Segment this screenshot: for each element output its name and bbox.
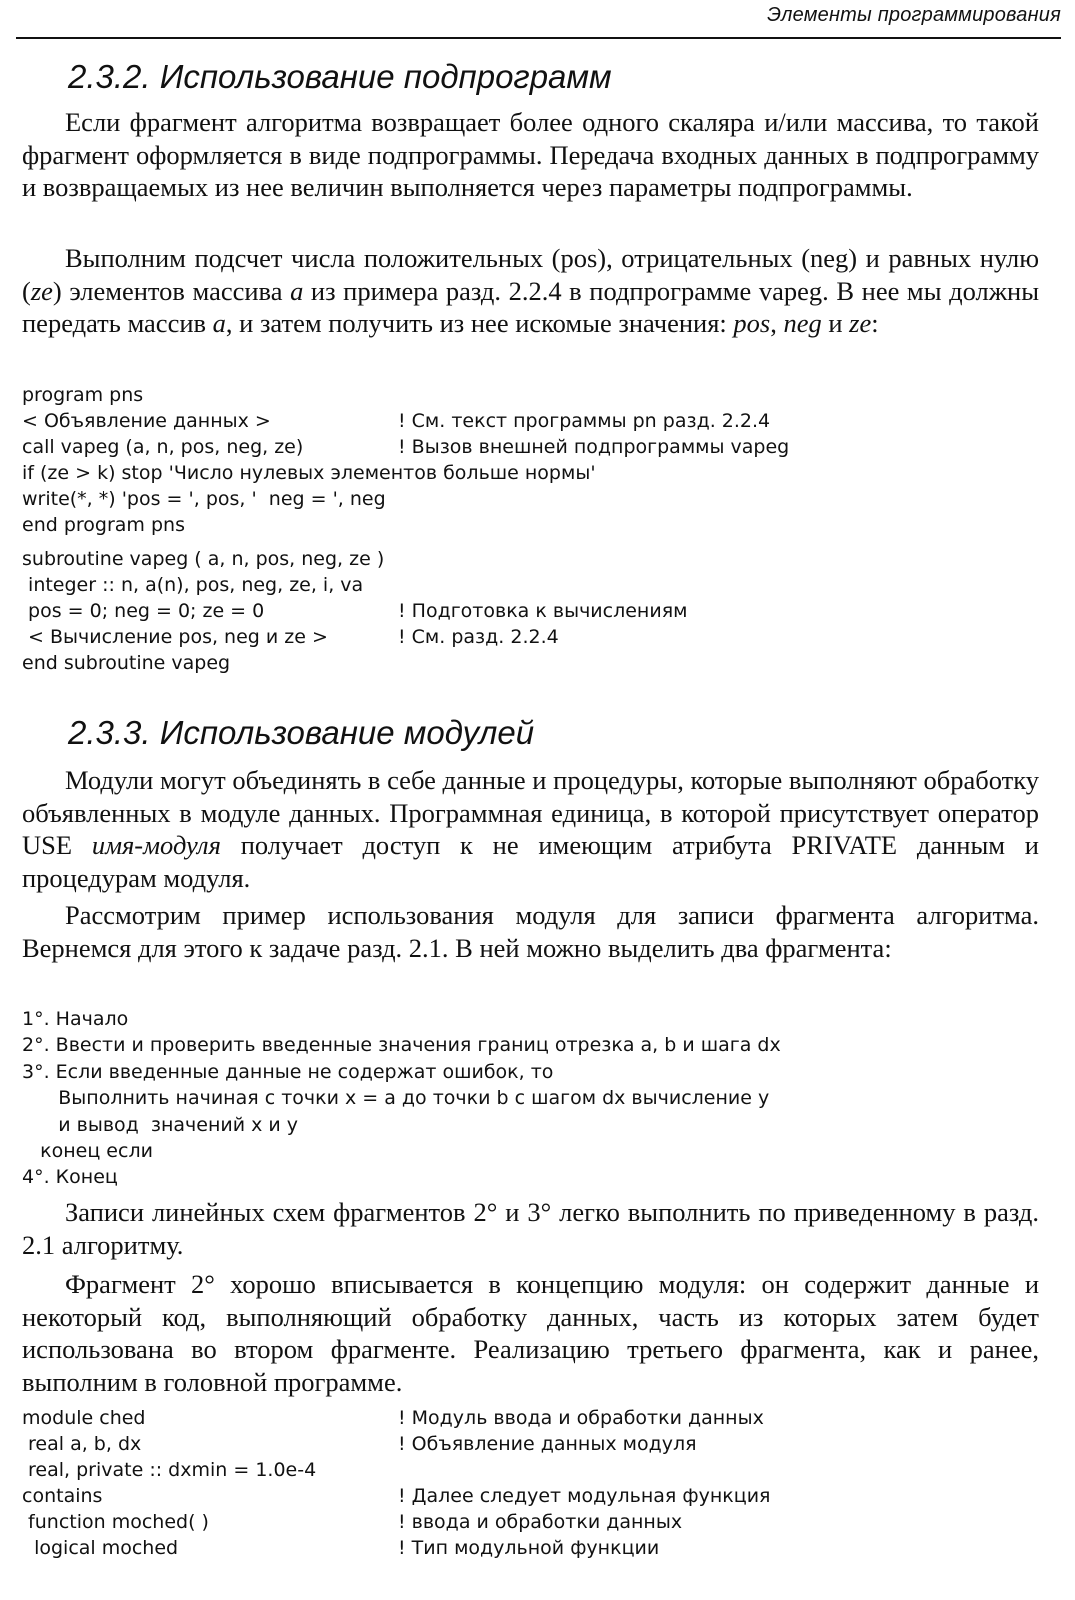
code-line: real, private :: dxmin = 1.0e-4 [22,1459,317,1481]
list-item: 3°. Если введенные данные не содержат ошибок, то [22,1060,554,1083]
running-header: Элементы программирования [767,4,1061,26]
code-line: function moched( ) ! ввода и обработки данных [22,1511,683,1533]
paragraph-subprograms-intro: Если фрагмент алгоритма возвращает более одного скаляра и/или массива, то такой фрагмент оформляется в виде подпрограммы. Передача входных данных в подпрограмму и возвращаемых из нее величин выполняется через параметры подпрограммы. [22,107,1039,203]
code-line: < Вычисление pos, neg и ze > ! См. разд. 2.2.4 [22,626,559,648]
header-rule [16,37,1061,39]
code-listing-module-ched [22,1405,1052,1561]
code-line: end program pns [22,514,185,536]
list-item: и вывод значений x и y [22,1113,299,1136]
code-listing-program-pns [22,382,1052,538]
code-line: end subroutine vapeg [22,652,231,674]
code-line: integer :: n, a(n), pos, neg, ze, i, va [22,574,364,596]
code-line: program pns [22,384,144,406]
paragraph-linear-schemes: Записи линейных схем фрагментов 2° и 3° легко выполнить по приведенному в разд. 2.1 алгоритму. [22,1197,1039,1260]
section-title-2-3-3: 2.3.3. Использование модулей [68,714,535,751]
algorithm-fragment-list [22,1006,1052,1191]
paragraph-fragment-2: Фрагмент 2° хорошо вписывается в концепцию модуля: он содержит данные и некоторый код, выполняющий обработку данных, часть из которых затем будет использована во втором фрагменте. Реализацию третьего фрагмента, как и ранее, выполним в головной программе. [22,1269,1039,1397]
code-line: < Объявление данных > ! См. текст программы pn разд. 2.2.4 [22,410,771,432]
paragraph-vapeg-description: Выполним подсчет числа положительных (pos), отрицательных (neg) и равных нулю (ze) элементов массива a из примера разд. 2.2.4 в подпрограмме vapeg. В нее мы должны передать массив a, и затем получить из нее искомые значения: pos, neg и ze: [22,243,1039,339]
code-line: logical moched ! Тип модульной функции [22,1537,660,1559]
list-item: 4°. Конец [22,1166,118,1189]
list-item: конец если [22,1139,153,1162]
paragraph-module-example: Рассмотрим пример использования модуля для записи фрагмента алгоритма. Вернемся для этого к задаче разд. 2.1. В ней можно выделить два фрагмента: [22,900,1039,963]
code-line: call vapeg (a, n, pos, neg, ze) ! Вызов внешней подпрограммы vapeg [22,436,790,458]
code-line: if (ze > k) stop 'Число нулевых элементов больше нормы' [22,462,596,484]
code-line: module ched ! Модуль ввода и обработки данных [22,1407,764,1429]
paragraph-modules-intro: Модули могут объединять в себе данные и процедуры, которые выполняют обработку объявленных в модуле данных. Программная единица, в которой присутствует оператор USE имя-модуля получает доступ к не имеющим атрибута PRIVATE данным и процедурам модуля. [22,765,1039,893]
code-line: write(*, *) 'pos = ', pos, ' neg = ', neg [22,488,386,510]
code-line: subroutine vapeg ( a, n, pos, neg, ze ) [22,548,385,570]
code-listing-subroutine-vapeg [22,546,1052,676]
list-item: 2°. Ввести и проверить введенные значения границ отрезка a, b и шага dx [22,1034,781,1057]
list-item: 1°. Начало [22,1008,129,1030]
code-line: pos = 0; neg = 0; ze = 0 ! Подготовка к вычислениям [22,600,688,622]
section-title-2-3-2: 2.3.2. Использование подпрограмм [68,58,612,95]
list-item: Выполнить начиная с точки x = a до точки b с шагом dx вычисление y [22,1087,770,1110]
code-line: real a, b, dx ! Объявление данных модуля [22,1433,697,1455]
code-line: contains ! Далее следует модульная функция [22,1485,771,1507]
